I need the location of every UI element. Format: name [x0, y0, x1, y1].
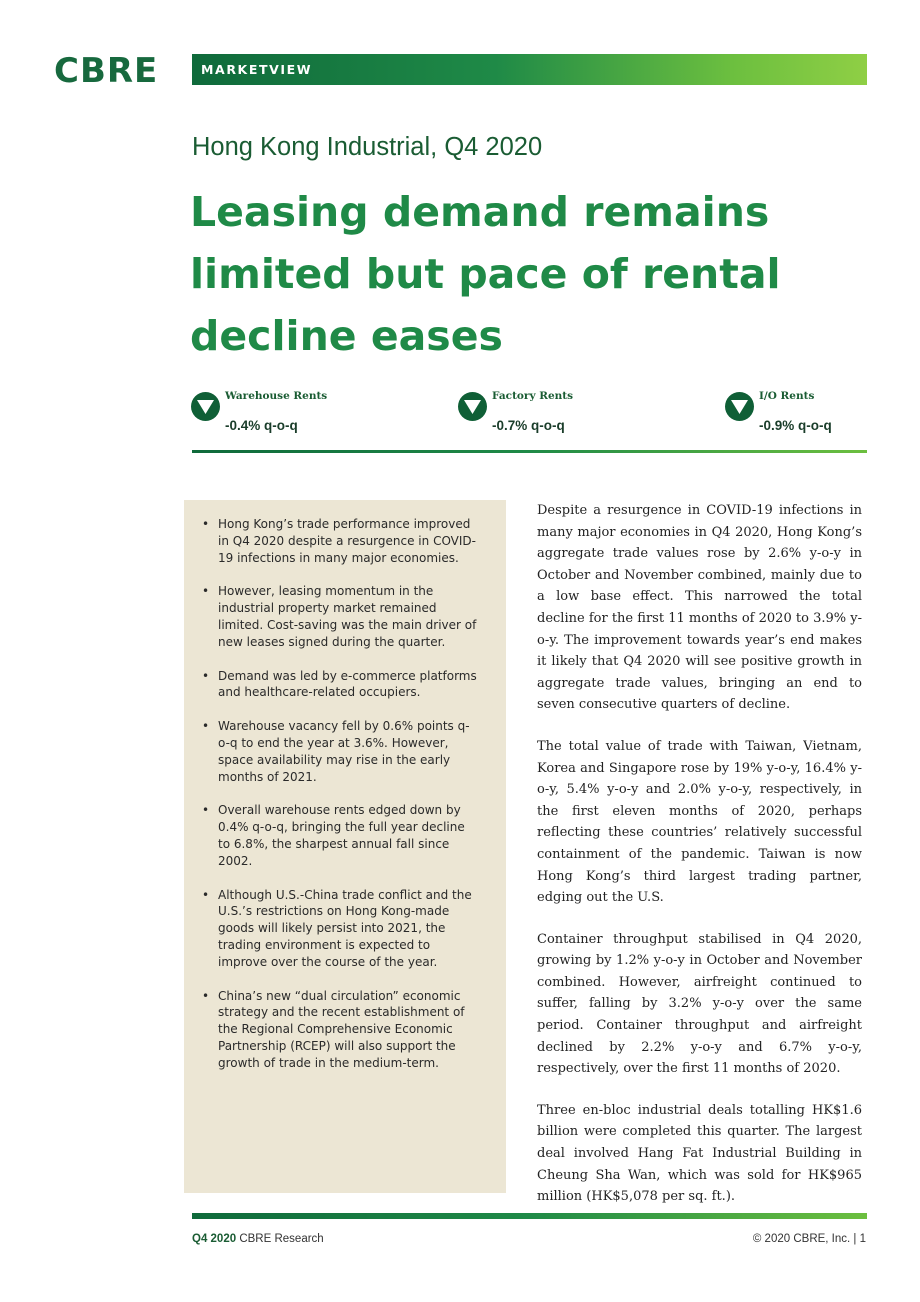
body-paragraph: Container throughput stabilised in Q4 2020, growing by 1.2% y-o-y in October and November combined. However, airfreight continued to suffer, falling by 3.2% y-o-y over the same period. Container throughput and airfreight declined by 2.2% y-o-y and 6.7% y-o-y, respectively, over the first 11 months of 2020.: [537, 931, 862, 1077]
section-label: MARKETVIEW: [201, 62, 313, 77]
list-item: [202, 583, 478, 650]
list-item: [202, 718, 478, 785]
list-item: [202, 988, 478, 1072]
down-arrow-icon: [458, 392, 487, 421]
body-paragraph: Despite a resurgence in COVID-19 infections in many major economies in Q4 2020, Hong Kong’s aggregate trade values rose by 2.6% y-o-y in October and November combined, mainly due to a low base effect. This narrowed the total decline for the first 11 months of 2020 to 3.9% y-o-y. The improvement towards year’s end makes it likely that Q4 2020 will see positive growth in aggregate trade values, bringing an end to seven consecutive quarters of decline.: [537, 503, 862, 713]
page-title: Leasing demand remains limited but pace of rental decline eases: [190, 188, 781, 360]
bullet-icon: •: [202, 719, 210, 734]
body-paragraph: Three en-bloc industrial deals totalling HK$1.6 billion were completed this quarter. The largest deal involved Hang Fat Industrial Building in Cheung Sha Wan, which was sold for HK$965 million (HK$5,078 per sq. ft.).: [537, 1102, 862, 1205]
list-item-text: Demand was led by e-commerce platforms and healthcare-related occupiers.: [218, 668, 477, 700]
down-arrow-icon: [191, 392, 220, 421]
bullet-icon: •: [202, 668, 210, 683]
kpi-value: -0.7% q-o-q: [492, 418, 565, 433]
bullet-icon: •: [202, 887, 210, 902]
key-points-list: [202, 516, 478, 1089]
marketview-banner: [192, 54, 867, 85]
list-item: [202, 802, 478, 869]
bullet-icon: •: [202, 803, 210, 818]
footer-period: Q4 2020: [192, 1233, 237, 1245]
footer-source: [192, 1233, 324, 1245]
footer-research: CBRE Research: [239, 1233, 324, 1245]
list-item-text: However, leasing momentum in the industrial property market remained limited. Cost-saving was the main driver of new leases signed during the quarter.: [218, 584, 477, 649]
kpi-label: Factory Rents: [492, 390, 574, 402]
key-points-sidebar: [184, 500, 506, 1193]
kpi-label: Warehouse Rents: [225, 390, 328, 402]
footer-divider: [192, 1213, 867, 1219]
list-item-text: Although U.S.-China trade conflict and the U.S.’s restrictions on Hong Kong-made goods will likely persist into 2021, the trading environment is expected to improve over the course of the year.: [218, 887, 472, 969]
list-item: [202, 516, 478, 566]
bullet-icon: •: [202, 517, 210, 531]
list-item-text: China’s new “dual circulation” economic strategy and the recent establishment of the Regional Comprehensive Economic Partnership (RCEP) will also support the growth of trade in the medium-term.: [218, 988, 465, 1070]
body-paragraph: The total value of trade with Taiwan, Vietnam, Korea and Singapore rose by 19% y-o-y, 16.4% y-o-y, 5.4% y-o-y and 2.0% y-o-y, respectively, in the first eleven months of 2020, perhaps reflecting these countries’ relatively successful containment of the pandemic. Taiwan is now Hong Kong’s third largest trading partner, edging out the U.S.: [537, 738, 862, 906]
report-subtitle: Hong Kong Industrial, Q4 2020: [192, 133, 543, 161]
kpi-value: -0.9% q-o-q: [759, 418, 832, 433]
cbre-logo: CBRE: [54, 51, 159, 91]
list-item: [202, 668, 478, 702]
down-arrow-icon: [725, 392, 754, 421]
list-item-text: Hong Kong’s trade performance improved in Q4 2020 despite a resurgence in COVID-19 infections in many major economies.: [218, 517, 476, 565]
list-item: [202, 887, 478, 971]
footer-copyright: © 2020 CBRE, Inc. | 1: [752, 1233, 866, 1245]
kpi-value: -0.4% q-o-q: [225, 418, 298, 433]
article-body: [537, 500, 862, 1228]
list-item-text: Warehouse vacancy fell by 0.6% points q-o-q to end the year at 3.6%. However, space availability may rise in the early months of 2021.: [218, 719, 470, 784]
bullet-icon: •: [202, 584, 210, 599]
bullet-icon: •: [202, 988, 210, 1003]
list-item-text: Overall warehouse rents edged down by 0.4% q-o-q, bringing the full year decline to 6.8%, the sharpest annual fall since 2002.: [218, 803, 465, 868]
header-divider: [192, 450, 867, 453]
kpi-label: I/O Rents: [759, 390, 815, 402]
